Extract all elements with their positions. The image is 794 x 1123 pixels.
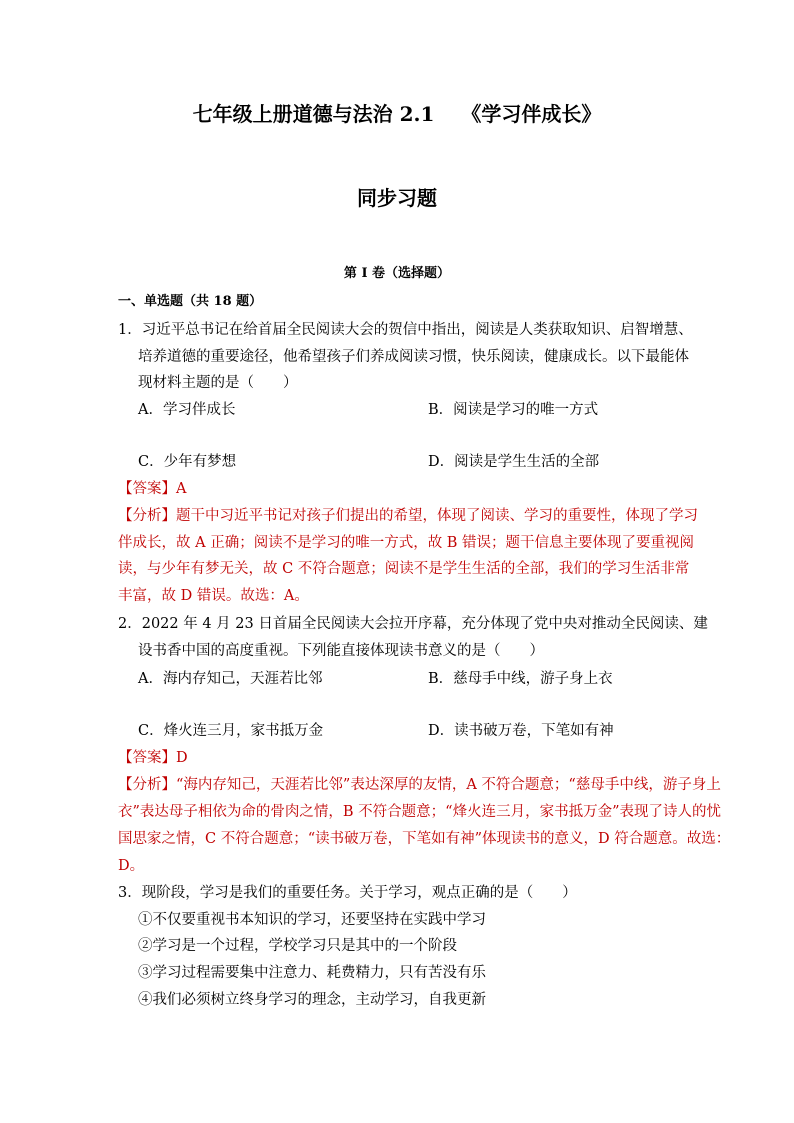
question-3-statement-1: ①不仅要重视书本知识的学习，还要坚持在实践中学习 [138,912,486,928]
volume-title: 第 I 卷（选择题） [343,266,451,281]
question-3-statement-3: ③学习过程需要集中注意力、耗费精力，只有苦没有乐 [138,965,486,981]
question-1-stem-line-3: 现材料主题的是（ ） [138,375,298,391]
question-2-analysis-line-1: 【分析】“海内存知己，天涯若比邻”表达深厚的友情，A 不符合题意；“慈母手中线，游子身上 [118,777,721,793]
question-2-option-a: A．海内存知己，天涯若比邻 [138,671,323,687]
question-3-statement-2: ②学习是一个过程，学校学习只是其中的一个阶段 [138,938,457,954]
question-1-stem-line-2: 培养道德的重要途径，他希望孩子们养成阅读习惯，快乐阅读，健康成长。以下最能体 [138,349,689,365]
question-1-analysis-line-4: 丰富，故 D 错误。故选：A。 [118,588,309,604]
question-1-analysis-line-3: 读，与少年有梦无关，故 C 不符合题意；阅读不是学生生活的全部，我们的学习生活非常 [118,561,690,577]
question-2-stem-line-1: 2．2022 年 4 月 23 日首届全民阅读大会拉开序幕，充分体现了党中央对推动全民阅读、建 [118,616,708,632]
question-1-option-d: D．阅读是学生生活的全部 [428,454,600,470]
question-2-option-b: B．慈母手中线，游子身上衣 [428,671,613,687]
question-2-analysis-line-4: D。 [118,858,145,874]
document-title: 七年级上册道德与法治 2.1 《学习伴成长》 [192,102,602,126]
question-1-analysis-line-1: 【分析】题干中习近平书记对孩子们提出的希望，体现了阅读、学习的重要性，体现了学习 [118,508,698,524]
question-2-analysis-line-3: 国思家之情，C 不符合题意；“读书破万卷，下笔如有神”体现读书的意义，D 符合题意。故选： [118,831,731,847]
question-1-analysis-line-2: 伴成长，故 A 正确；阅读不是学习的唯一方式，故 B 错误；题干信息主要体现了要重视阅 [118,535,695,551]
question-3-statement-4: ④我们必须树立终身学习的理念，主动学习，自我更新 [138,992,486,1008]
question-2-option-d: D．读书破万卷，下笔如有神 [428,723,614,739]
question-1-stem-line-1: 1．习近平总书记在给首届全民阅读大会的贺信中指出，阅读是人类获取知识、启智增慧、 [118,322,693,338]
document-subtitle: 同步习题 [357,186,437,210]
question-2-stem-line-2: 设书香中国的高度重视。下列能直接体现读书意义的是（ ） [138,643,544,659]
part-title: 一、单选题（共 18 题） [118,294,263,309]
question-1-answer: 【答案】A [118,481,187,497]
question-3-stem-line-1: 3．现阶段，学习是我们的重要任务。关于学习，观点正确的是（ ） [118,885,577,901]
question-2-answer: 【答案】D [118,750,188,766]
question-2-analysis-line-2: 衣”表达母子相依为命的骨肉之情，B 不符合题意；“烽火连三月，家书抵万金”表现了诗人的忧 [118,804,721,820]
question-2-option-c: C．烽火连三月，家书抵万金 [138,723,324,739]
question-1-option-c: C．少年有梦想 [138,454,237,470]
question-1-option-b: B．阅读是学习的唯一方式 [428,402,599,418]
question-1-option-a: A．学习伴成长 [138,402,236,418]
